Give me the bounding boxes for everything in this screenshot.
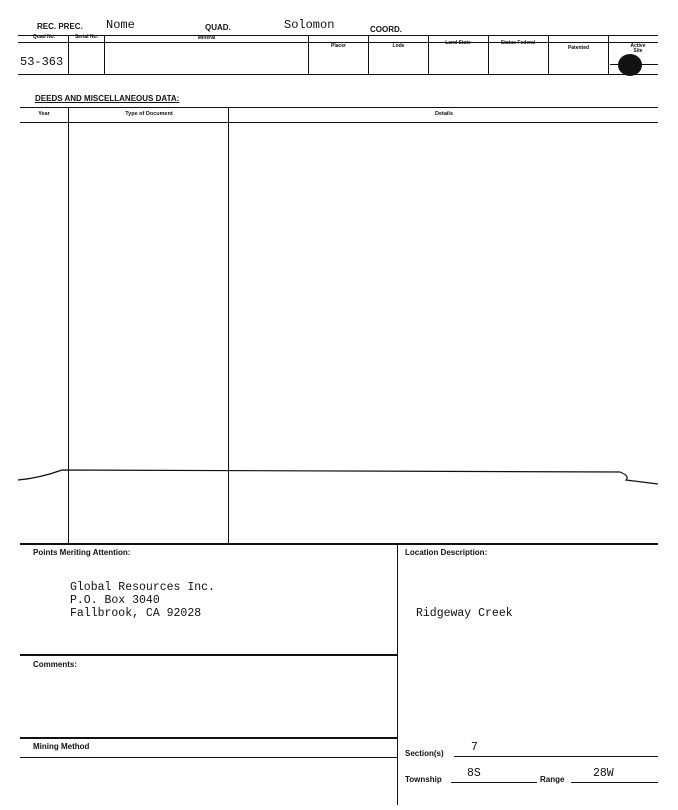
comments-top-rule [20,654,397,656]
quad-value: Solomon [284,18,335,32]
mining-method-label: Mining Method [33,742,90,751]
divider [68,35,69,74]
location-value: Ridgeway Creek [416,607,513,620]
rec-prec-value: Nome [106,18,135,32]
deeds-title: DEEDS AND MISCELLANEOUS DATA: [35,94,180,103]
rec-prec-label: REC. PREC. [37,22,83,31]
col-serial-no: Serial No. [74,34,99,40]
col-type-of-document: Type of Document [125,111,173,117]
divider [428,35,429,74]
comments-label: Comments: [33,660,78,669]
divider [308,35,309,74]
range-value: 28W [593,767,614,780]
mining-top-rule [20,737,397,739]
col-mineral: Mineral [197,35,216,41]
points-line-3: Fallbrook, CA 92028 [70,607,202,620]
township-value: 8S [467,767,481,780]
col-details: Details [434,111,454,117]
col-year: Year [38,111,50,117]
active-site-dot [618,54,642,76]
range-line [571,782,658,783]
col-active-site: Active Site [630,43,646,54]
col-patented: Patented [567,45,590,51]
mining-under-rule [20,757,397,758]
township-label: Township [405,775,442,784]
quad-no-value: 53-363 [20,55,64,69]
section-value: 7 [471,741,478,754]
location-label: Location Description: [405,548,488,557]
divider [488,35,489,74]
section-label: Section(s) [405,749,444,758]
col-quad-no: Quad No. [32,34,56,40]
bottom-divider [397,543,398,805]
top-table-bottom-rule [18,74,658,75]
deeds-bottom-rule [20,543,658,545]
col-status-federal: Status Federal [500,40,536,46]
points-line-1: Global Resources Inc. [70,581,215,594]
deeds-top-rule [20,107,658,108]
points-line-2: P.O. Box 3040 [70,594,160,607]
quad-label: QUAD. [205,23,231,32]
township-line [451,782,537,783]
col-lode: Lode [392,43,405,49]
points-label: Points Meriting Attention: [33,548,131,557]
range-label: Range [540,775,565,784]
divider [368,35,369,74]
section-line [454,756,658,757]
col-placer: Placer [330,43,346,49]
col-land-state: Land State [445,40,471,46]
divider [608,35,609,74]
fold-line [0,464,678,494]
coord-label: COORD. [370,25,402,34]
deeds-header-rule [20,122,658,123]
divider [548,35,549,74]
